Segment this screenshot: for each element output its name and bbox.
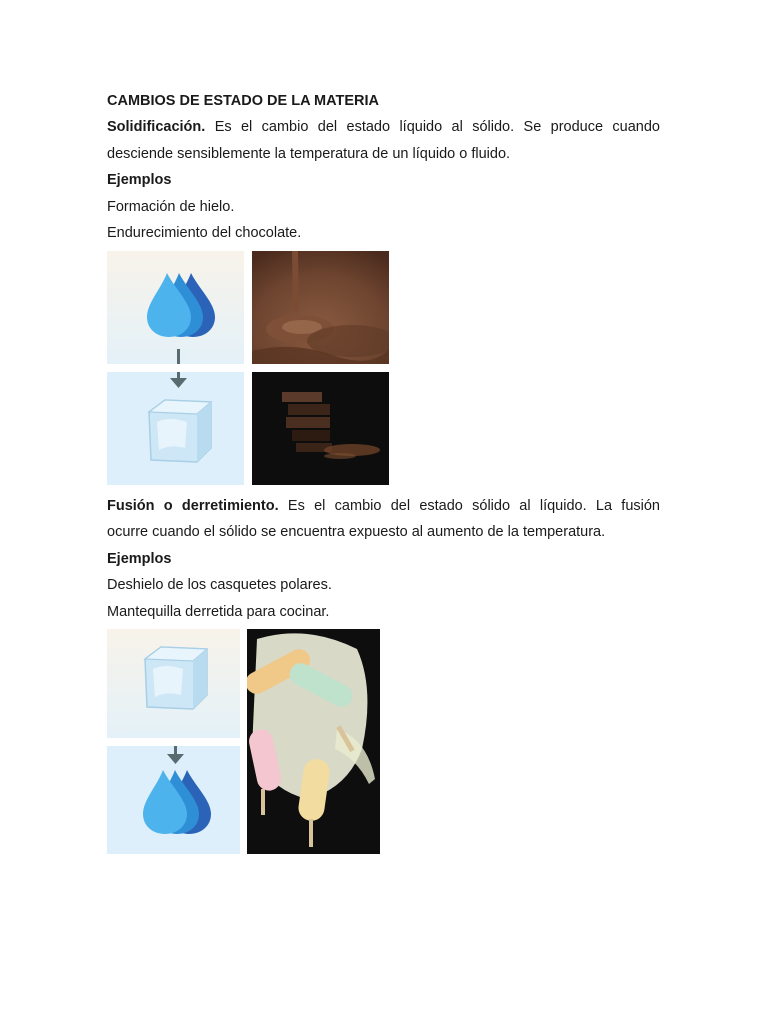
document-page xyxy=(107,88,660,862)
fusion-paragraph-line1 xyxy=(107,493,660,520)
solidificacion-paragraph-line1 xyxy=(107,114,660,141)
water-drops-image xyxy=(107,746,240,854)
fusion-examples-heading: Ejemplos xyxy=(107,550,172,567)
solidificacion-examples-heading: Ejemplos xyxy=(107,172,172,188)
fusion-example-2: Mantequilla derretida para cocinar. xyxy=(107,603,330,620)
solidificacion-term: Solidificación. xyxy=(107,119,206,135)
fusion-example-1: Deshielo de los casquetes polares. xyxy=(107,577,332,593)
fusion-paragraph-line2: ocurre cuando el sólido se encuentra expuesto al aumento de la temperatura. xyxy=(107,524,606,540)
melted-popsicles-photo xyxy=(247,629,380,854)
arrow-down-icon xyxy=(177,349,180,364)
ice-cube-image xyxy=(107,372,244,485)
chocolate-bars-photo xyxy=(252,372,389,485)
fusion-term: Fusión o derretimiento. xyxy=(107,497,279,514)
solidificacion-paragraph-line2: desciende sensiblemente la temperatura de un líquido o fluido. xyxy=(107,145,511,162)
solidificacion-example-2: Endurecimiento del chocolate. xyxy=(107,225,302,241)
ice-cube-icon xyxy=(145,647,207,709)
solidificacion-text-1: Es el cambio del estado líquido al sólido. Se produce cuando xyxy=(214,119,660,135)
document-title: CAMBIOS DE ESTADO DE LA MATERIA xyxy=(107,93,380,109)
ice-cube-image xyxy=(107,629,240,738)
solidificacion-figure xyxy=(107,251,660,485)
melted-chocolate-photo xyxy=(252,251,389,364)
ice-cube-icon xyxy=(149,400,211,462)
fusion-text-1: Es el cambio del estado sólido al líquido. La fusión xyxy=(287,497,660,514)
water-drops-image xyxy=(107,251,244,364)
solidificacion-example-1: Formación de hielo. xyxy=(107,198,235,215)
fusion-figure xyxy=(107,629,660,854)
